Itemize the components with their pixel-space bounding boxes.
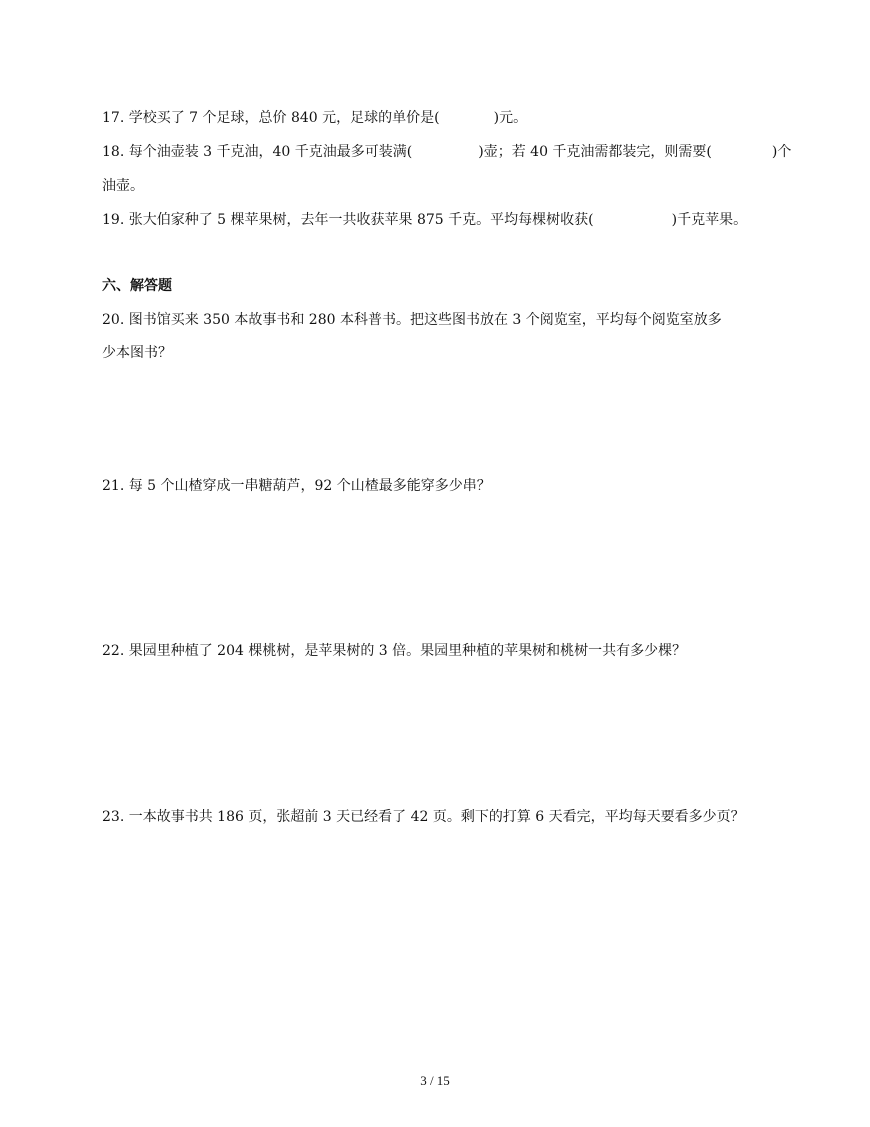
question-20-line-1: 20. 图书馆买来 350 本故事书和 280 本科普书。把这些图书放在 3 个阅览室，平均每个阅览室放多 bbox=[102, 312, 722, 328]
question-23: 23. 一本故事书共 186 页，张超前 3 天已经看了 42 页。剩下的打算 6 天看完，平均每天要看多少页？ bbox=[102, 809, 745, 825]
question-22: 22. 果园里种植了 204 棵桃树，是苹果树的 3 倍。果园里种植的苹果树和桃树一共有多少棵？ bbox=[102, 643, 687, 659]
question-19-text-b: )千克苹果。 bbox=[671, 212, 748, 228]
section-title: 六、解答题 bbox=[102, 278, 172, 294]
page-number: 3 / 15 bbox=[420, 1073, 450, 1088]
question-17 bbox=[102, 108, 527, 128]
question-18-text-c: )个 bbox=[771, 144, 792, 160]
question-17-text-b: )元。 bbox=[493, 110, 528, 126]
question-18-continuation: 油壶。 bbox=[102, 178, 144, 194]
question-18-text-b: )壶；若 40 千克油需都装完，则需要( bbox=[478, 144, 712, 160]
question-18-text-a: 18. 每个油壶装 3 千克油，40 千克油最多可装满( bbox=[102, 144, 413, 160]
question-17-text-a: 17. 学校买了 7 个足球，总价 840 元，足球的单价是( bbox=[102, 110, 440, 126]
question-18 bbox=[102, 142, 791, 162]
question-20-line-2: 少本图书？ bbox=[102, 345, 172, 361]
question-19 bbox=[102, 210, 747, 230]
question-19-text-a: 19. 张大伯家种了 5 棵苹果树，去年一共收获苹果 875 千克。平均每棵树收获( bbox=[102, 212, 594, 228]
question-21: 21. 每 5 个山楂穿成一串糖葫芦，92 个山楂最多能穿多少串？ bbox=[102, 478, 491, 494]
